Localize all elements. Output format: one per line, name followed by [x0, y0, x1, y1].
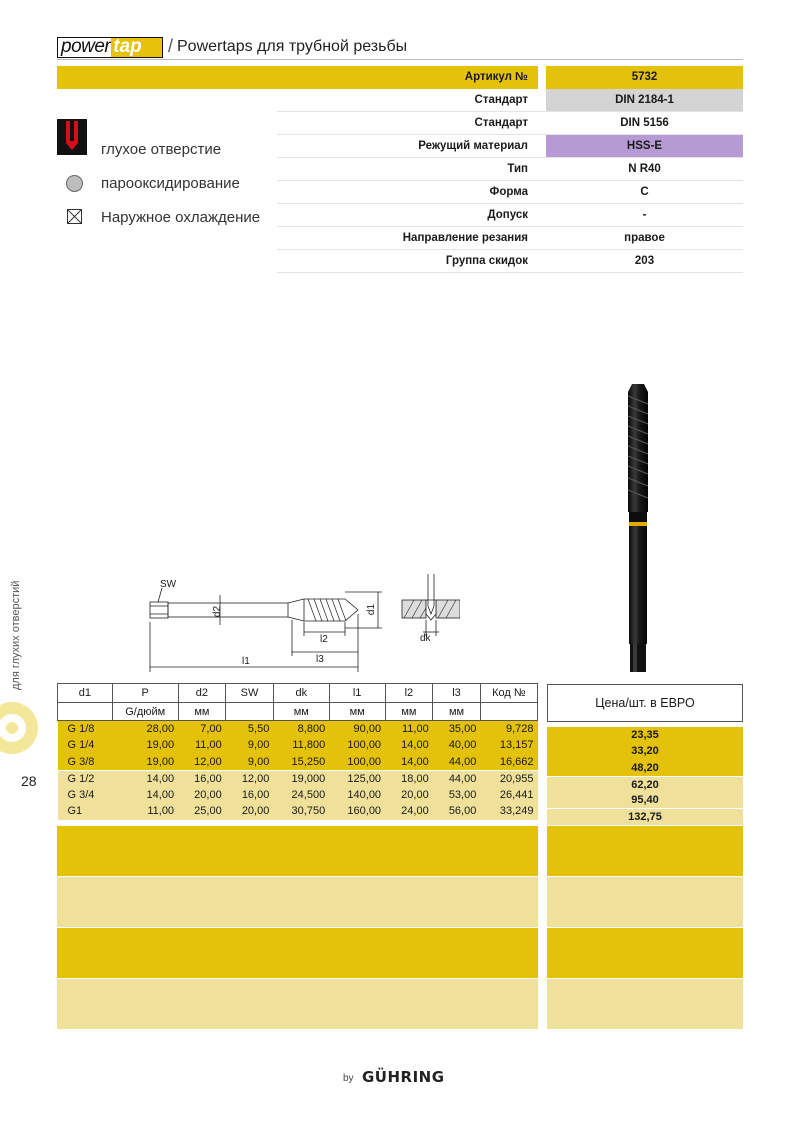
- table-cell: 14,00: [385, 737, 433, 753]
- table-cell: 40,00: [433, 737, 481, 753]
- column-header: Код №: [480, 684, 537, 703]
- column-unit: [480, 703, 537, 721]
- column-unit: мм: [433, 703, 481, 721]
- table-cell: 20,00: [226, 803, 274, 819]
- spec-label: Артикул №: [464, 71, 528, 83]
- table-cell: 24,00: [385, 803, 433, 819]
- dimensions-table: [57, 683, 538, 820]
- table-cell: 11,00: [178, 737, 226, 753]
- side-chapter-label: для глухих отверстий: [10, 580, 22, 690]
- spec-row-divider: [277, 272, 743, 273]
- title-separator: /: [168, 36, 174, 56]
- table-cell: 125,00: [329, 770, 385, 787]
- table-cell: G 3/8: [58, 754, 113, 771]
- empty-band-3-price: [547, 928, 743, 978]
- table-cell: 9,00: [226, 754, 274, 771]
- table-cell: 5,50: [226, 721, 274, 738]
- feature-label-external-cooling: Наружное охлаждение: [101, 209, 261, 226]
- table-cell: 19,000: [273, 770, 329, 787]
- spec-value: C: [640, 186, 649, 198]
- page-title: Powertaps для трубной резьбы: [177, 38, 408, 55]
- column-unit: мм: [385, 703, 433, 721]
- spec-label: Стандарт: [474, 94, 528, 106]
- table-cell: 20,00: [385, 787, 433, 803]
- table-units-row: [58, 703, 538, 721]
- table-cell: 7,00: [178, 721, 226, 738]
- column-header: l3: [433, 684, 481, 703]
- drawing-label-d1: d1: [366, 603, 378, 616]
- spec-value: 5732: [538, 66, 743, 89]
- drawing-label-l3: l3: [316, 654, 324, 665]
- logo-part-power: power: [61, 37, 111, 57]
- column-header: l2: [385, 684, 433, 703]
- table-row: [58, 787, 538, 803]
- spec-row: [57, 66, 743, 89]
- table-cell: 9,00: [226, 737, 274, 753]
- spec-row: [57, 89, 743, 112]
- table-cell: 25,00: [178, 803, 226, 819]
- table-row: [58, 721, 538, 738]
- spec-row: [57, 112, 743, 135]
- table-cell: 140,00: [329, 787, 385, 803]
- table-row: [58, 737, 538, 753]
- spec-label: Допуск: [487, 209, 528, 221]
- table-cell: 28,00: [112, 721, 178, 738]
- drawing-label-dk: dk: [420, 633, 431, 644]
- spec-value: DIN 2184-1: [546, 89, 743, 112]
- empty-band-2-price: [547, 877, 743, 927]
- table-cell: G 1/2: [58, 770, 113, 787]
- price-cell: 48,20: [547, 760, 743, 776]
- table-cell: 20,00: [178, 787, 226, 803]
- column-header: d2: [178, 684, 226, 703]
- price-cell: 33,20: [547, 743, 743, 759]
- table-row: [58, 754, 538, 771]
- column-header: P: [112, 684, 178, 703]
- table-cell: 20,955: [480, 770, 537, 787]
- column-header: d1: [58, 684, 113, 703]
- table-cell: 16,662: [480, 754, 537, 771]
- spec-label: Режущий материал: [418, 140, 528, 152]
- table-cell: 18,00: [385, 770, 433, 787]
- spec-value: -: [642, 209, 647, 221]
- table-cell: 12,00: [226, 770, 274, 787]
- table-cell: 30,750: [273, 803, 329, 819]
- spec-label: Форма: [489, 186, 528, 198]
- table-cell: 19,00: [112, 737, 178, 753]
- table-cell: 8,800: [273, 721, 329, 738]
- spec-value: 203: [634, 255, 655, 267]
- drawing-label-d2: d2: [212, 605, 224, 618]
- table-cell: 44,00: [433, 770, 481, 787]
- table-cell: 100,00: [329, 737, 385, 753]
- header-divider: [57, 59, 743, 60]
- table-cell: 13,157: [480, 737, 537, 753]
- page-edge-decoration: [0, 690, 60, 770]
- drawing-label-l2: l2: [320, 634, 328, 645]
- powertap-logo: [57, 37, 163, 58]
- table-cell: 14,00: [112, 770, 178, 787]
- table-cell: 44,00: [433, 754, 481, 771]
- table-cell: 14,00: [385, 754, 433, 771]
- table-cell: 12,00: [178, 754, 226, 771]
- table-cell: 16,00: [226, 787, 274, 803]
- column-unit: G/дюйм: [112, 703, 178, 721]
- external-cooling-icon: [67, 209, 82, 224]
- table-cell: 16,00: [178, 770, 226, 787]
- footer-by: by: [343, 1073, 354, 1084]
- table-cell: 11,800: [273, 737, 329, 753]
- table-cell: G 3/4: [58, 787, 113, 803]
- drawing-label-sw: SW: [160, 579, 177, 590]
- spec-label: Направление резания: [402, 232, 528, 244]
- page-number: 28: [21, 773, 37, 789]
- table-row: [58, 770, 538, 787]
- empty-band-3: [57, 928, 538, 978]
- spec-value: правое: [624, 232, 665, 244]
- column-unit: [58, 703, 113, 721]
- table-cell: 35,00: [433, 721, 481, 738]
- table-cell: 24,500: [273, 787, 329, 803]
- price-cell: 132,75: [547, 809, 743, 825]
- table-cell: 90,00: [329, 721, 385, 738]
- feature-label-blind-hole: глухое отверстие: [101, 141, 222, 158]
- table-cell: 14,00: [112, 787, 178, 803]
- table-cell: 26,441: [480, 787, 537, 803]
- column-unit: мм: [273, 703, 329, 721]
- table-cell: 19,00: [112, 754, 178, 771]
- column-header: SW: [226, 684, 274, 703]
- table-cell: 9,728: [480, 721, 537, 738]
- table-cell: G 1/8: [58, 721, 113, 738]
- empty-band-4-price: [547, 979, 743, 1029]
- column-unit: мм: [329, 703, 385, 721]
- table-header-row: [58, 684, 538, 703]
- spec-value: HSS-E: [546, 135, 743, 158]
- blind-hole-icon: [57, 119, 87, 155]
- spec-label: Тип: [507, 163, 528, 175]
- dimension-drawing: [140, 570, 460, 680]
- logo-part-tap: tap: [111, 38, 162, 57]
- table-cell: 56,00: [433, 803, 481, 819]
- price-cell: 62,20: [547, 776, 743, 792]
- table-cell: 100,00: [329, 754, 385, 771]
- price-header: Цена/шт. в ЕВРО: [547, 684, 743, 722]
- column-unit: [226, 703, 274, 721]
- table-cell: 11,00: [385, 721, 433, 738]
- tap-tool-image: [618, 382, 658, 674]
- spec-value: DIN 5156: [620, 117, 669, 129]
- empty-band-4: [57, 979, 538, 1029]
- table-cell: G1: [58, 803, 113, 819]
- empty-band-1: [57, 826, 538, 876]
- column-header: dk: [273, 684, 329, 703]
- guhring-logo: GÜHRING: [362, 1068, 445, 1086]
- table-row: [58, 803, 538, 819]
- spec-label: Группа скидок: [445, 255, 528, 267]
- spec-value: N R40: [628, 163, 661, 175]
- drawing-label-l1: l1: [242, 656, 250, 667]
- table-cell: 15,250: [273, 754, 329, 771]
- table-cell: 53,00: [433, 787, 481, 803]
- spec-row: [57, 250, 743, 273]
- table-cell: 160,00: [329, 803, 385, 819]
- spec-label: Стандарт: [474, 117, 528, 129]
- steam-oxide-icon: [66, 175, 83, 192]
- empty-band-2: [57, 877, 538, 927]
- spec-row: [57, 227, 743, 250]
- price-cell: 23,35: [547, 727, 743, 743]
- price-cell: 95,40: [547, 792, 743, 808]
- column-unit: мм: [178, 703, 226, 721]
- column-header: l1: [329, 684, 385, 703]
- feature-label-steam-oxide: пароокcидирование: [101, 175, 240, 192]
- empty-band-1-price: [547, 826, 743, 876]
- table-cell: G 1/4: [58, 737, 113, 753]
- table-cell: 11,00: [112, 803, 178, 819]
- table-cell: 33,249: [480, 803, 537, 819]
